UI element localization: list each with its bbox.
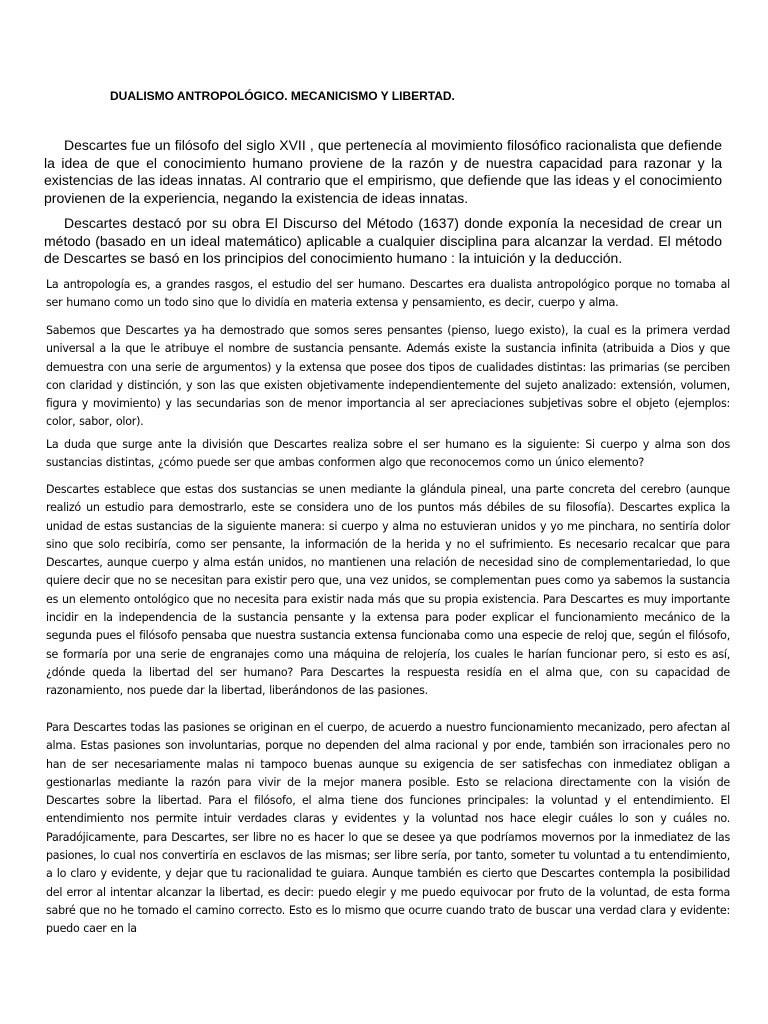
body-paragraph-2: Sabemos que Descartes ya ha demostrado que somos seres pensantes (pienso, luego existo), la cual es la primera verdad universal a la que le atribuye el nombre de sustancia pensante. Además existe la sustancia infinita (atribuida a Dios y que demuestra con una serie de argumentos) y la extensa que posee dos tipos de cualidades distintas: las primarias (se perciben con claridad y distinción, y son las que existen objetivamente independientemente del sujeto analizado: extensión, volumen, figura y movimiento) y las secundarias son de menor importancia al ser apreciaciones subjetivas sobre el objeto (ejemplos: color, sabor, olor). (46, 324, 730, 429)
body-paragraph-4: Descartes establece que estas dos sustancias se unen mediante la glándula pineal, una parte concreta del cerebro (aunque realizó un estudio para demostrarlo, este se considera uno de los puntos más débiles de su filosofía). Descartes explica la unidad de estas sustancias de la siguiente manera: si cuerpo y alma no estuvieran unidos y yo me pinchara, no sentiría dolor sino que solo recibiría, como ser pensante, la información de la herida y no el sufrimiento. Es necesario recalcar que para Descartes, aunque cuerpo y alma están unidos, no mantienen una relación de necesidad sino de complementariedad, lo que quiere decir que no se necesitan para existir pero que, una vez unidos, se complementan pues como ya sabemos la sustancia es un elemento ontológico que no necesita para existir nada más que su propia existencia. Para Descartes es muy importante incidir en la independencia de la sustancia pensante y la extensa para poder explicar el funcionamiento mecánico de la segunda pues el filósofo pensaba que nuestra sustancia extensa funcionaba como una especie de reloj que, según el filósofo, se formaría por una serie de engranajes como una máquina de relojería, los cuales le harían funcionar pero, si esto es así, ¿dónde queda la libertad del ser humano? Para Descartes la respuesta residía en el alma que, con su capacidad de razonamiento, nos puede dar la libertad, liberándonos de las pasiones. (46, 483, 730, 698)
document-title: DUALISMO ANTROPOLÓGICO. MECANICISMO Y LIBERTAD. (110, 89, 455, 103)
intro-paragraph-2: Descartes destacó por su obra El Discurso del Método (1637) donde exponía la necesidad de crear un método (basado en un ideal matemático) aplicable a cualquier disciplina para alcanzar la verdad. El método de Descartes se basó en los principios del conocimiento humano : la intuición y la deducción. (44, 215, 722, 267)
body-paragraph-1: La antropología es, a grandes rasgos, el estudio del ser humano. Descartes era dualista antropológico porque no tomaba al ser humano como un todo sino que lo dividía en materia extensa y pensamiento, es decir, cuerpo y alma. (46, 278, 730, 310)
body-paragraph-3: La duda que surge ante la división que Descartes realiza sobre el ser humano es la siguiente: Si cuerpo y alma son dos sustancias distintas, ¿cómo puede ser que ambas conformen algo que reconocemos como un único elemento? (46, 438, 730, 470)
body-paragraph-5: Para Descartes todas las pasiones se originan en el cuerpo, de acuerdo a nuestro funcionamiento mecanizado, pero afectan al alma. Estas pasiones son involuntarias, porque no dependen del alma racional y por ende, también son irracionales pero no han de ser necesariamente malas ni tampoco buenas aunque su exigencia de ser satisfechas con inmediatez obligan a gestionarlas mediante la razón para vivir de la mejor manera posible. Esto se relaciona directamente con la visión de Descartes sobre la libertad. Para el filósofo, el alma tiene dos funciones principales: la voluntad y el entendimiento. El entendimiento nos permite intuir verdades claras y evidentes y la voluntad nos hace elegir cuáles lo son y cuáles no. Paradójicamente, para Descartes, ser libre no es hacer lo que se desee ya que podríamos movernos por la inmediatez de las pasiones, lo cual nos convertiría en esclavos de las mismas; ser libre sería, por tanto, someter tu voluntad a tu entendimiento, a lo claro y evidente, y dejar que tu racionalidad te guiara. Aunque también es cierto que Descartes contempla la posibilidad del error al intentar alcanzar la libertad, es decir: puedo elegir y me puedo equivocar por fruto de la voluntad, de esta forma sabré que no he tomado el camino correcto. Esto es lo mismo que ocurre cuando trato de buscar una verdad clara y evidente: puedo caer en la (46, 721, 730, 936)
intro-paragraph-1: Descartes fue un filósofo del siglo XVII , que pertenecía al movimiento filosófico racionalista que defiende la idea de que el conocimiento humano proviene de la razón y de nuestra capacidad para razonar y la existencias de las ideas innatas. Al contrario que el empirismo, que defiende que las ideas y el conocimiento provienen de la experiencia, negando la existencia de ideas innatas. (44, 137, 722, 206)
